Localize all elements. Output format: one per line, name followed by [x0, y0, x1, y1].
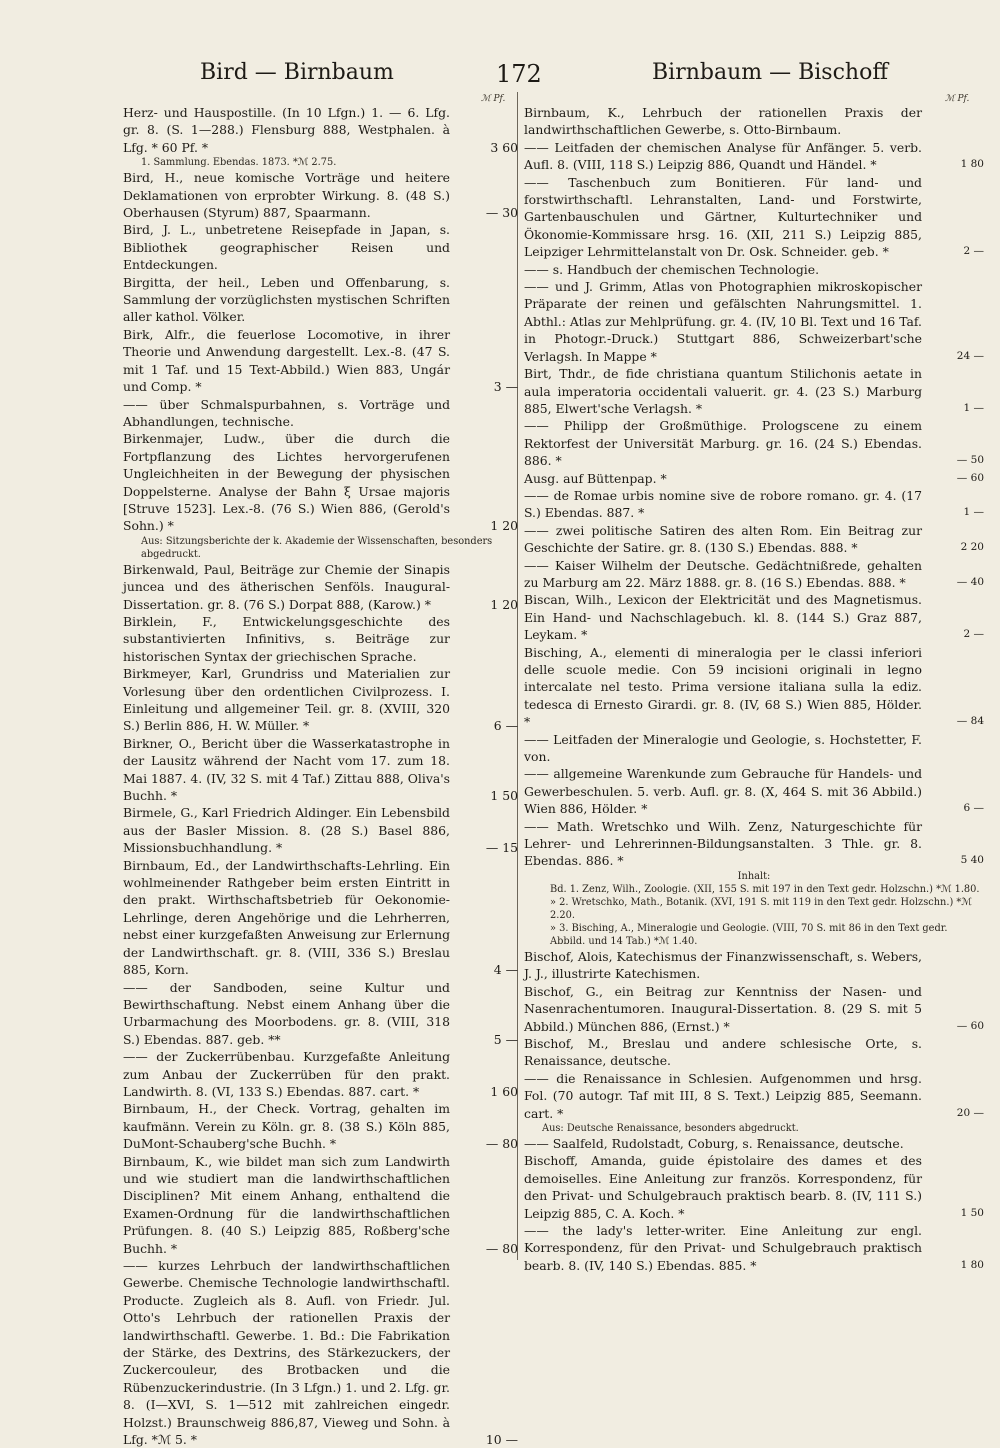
entry-note: Bd. 1. Zenz, Wilh., Zoologie. (XII, 155 S. mit 197 in den Text gedr. Holzschn.) *ℳ 1.80. — [550, 883, 980, 895]
entry-text: Birnbaum, H., der Check. Vortrag, gehalten im kaufmänn. Verein zu Köln. gr. 8. (38 S.) Köln 885, DuMont-Schauberg'sche Buchh. * — [123, 1101, 450, 1152]
entry-text: Birkenwald, Paul, Beiträge zur Chemie der Sinapis juncea und des ätherischen Senföls. Inaugural-Dissertation. gr. 8. (76 S.) Dorpat 888, (Karow.) * — [123, 561, 450, 612]
entry-note: Inhalt: — [737, 870, 771, 882]
bibliography-entry — [123, 326, 518, 396]
entry-price: — 80 — [485, 1240, 518, 1256]
entry-price: 24 — — [956, 349, 984, 362]
entry-price: 4 — — [493, 962, 518, 978]
entry-price: 1 60 — [490, 1083, 518, 1099]
entry-text: Birgitta, der heil., Leben und Offenbarung, s. Sammlung der vorzüglichsten mystischen Schriften aller kathol. Völker. — [123, 274, 450, 325]
bibliography-entry — [524, 1135, 984, 1152]
entry-price: 5 40 — [960, 854, 984, 867]
entry-text: —— der Sandboden, seine Kultur und Bewirthschaftung. Nebst einem Anhang über die Urbarmachung des Moorbodens. gr. 8. (VIII, 318 S.) Ebendas. 887. geb. ** — [123, 979, 450, 1047]
entry-text: —— de Romae urbis nomine sive de robore romano. gr. 4. (17 S.) Ebendas. 887. * — [524, 487, 922, 521]
entry-text: Herz- und Hauspostille. (In 10 Lfgn.) 1. — 6. Lfg. gr. 8. (S. 1—288.) Flensburg 888, Westphalen. à Lfg. * 60 Pf. * — [123, 105, 450, 155]
entry-price: 20 — — [956, 1106, 984, 1119]
entry-price: — 60 — [956, 1019, 984, 1032]
entry-text: —— Kaiser Wilhelm der Deutsche. Gedächtnißrede, gehalten zu Marburg am 22. März 1888. gr. 8. (16 S.) Ebendas. 888. * — [524, 557, 922, 590]
bibliography-entry — [123, 1048, 518, 1100]
bibliography-entry — [524, 1222, 984, 1274]
entry-note: Aus: Sitzungsberichte der k. Akademie der Wissenschaften, besonders abgedruckt. — [141, 535, 493, 560]
entry-text: —— kurzes Lehrbuch der landwirthschaftlichen Gewerbe. Chemische Technologie landwirthschaftl. Producte. Zugleich als 8. Aufl. von Friedr. Jul. Otto's Lehrbuch der rationellen Praxis der landwirthschaftl. Gewerbe. 1. Bd.: Die Fabrikation der Stärke, des Dextrins, des Stärkezuckers, der Zuckercouleur, des Brotbacken und die Rübenzuckerindustrie. (In 3 Lfgn.) 1. und 2. Lfg. gr. 8. (I—XVI, S. 1—512 mit zahlreichen eingedr. Holzst.) Braunschweig 886,87, Vieweg und Sohn. à Lfg. *ℳ 5. * — [123, 1258, 450, 1448]
entry-text: —— the lady's letter-writer. Eine Anleitung zur engl. Korrespondenz, für den Privat- und Schulgebrauch praktisch bearb. 8. (IV, 140 S.) Ebendas. 885. * — [524, 1222, 922, 1273]
entry-price: 3 60 — [490, 139, 518, 155]
entry-text: Birkmeyer, Karl, Grundriss und Materialien zur Vorlesung über den ordentlichen Civilprozess. I. Einleitung und allgemeiner Teil. gr. 8. (XVIII, 320 S.) Berlin 886, H. W. Müller. * — [123, 666, 450, 734]
bibliography-entry — [123, 979, 518, 1049]
entry-price: — 15 — [485, 840, 518, 856]
bibliography-entry — [123, 665, 518, 735]
entry-text: —— Saalfeld, Rudolstadt, Coburg, s. Renaissance, deutsche. — [524, 1135, 904, 1151]
entry-price: — 84 — [956, 715, 984, 728]
entry-price: 5 — — [493, 1031, 518, 1047]
entry-text: Bischoff, Amanda, guide épistolaire des dames et des demoiselles. Eine Anleitung zur französ. Korrespondenz, für den Privat- und Schulgebrauch praktisch bearb. 8. (IV, 111 S.) Leipzig 885, C. A. Koch. * — [524, 1153, 922, 1221]
bibliography-entry — [524, 470, 984, 487]
bibliography-entry — [524, 983, 984, 1035]
entry-text: Bischof, G., ein Beitrag zur Kenntniss der Nasen- und Nasenrachentumoren. Inaugural-Dissertation. 8. (29 S. mit 5 Abbild.) München 886, (Ernst.) * — [524, 983, 922, 1034]
currency-units-right: ℳ Pf. — [945, 94, 970, 104]
entry-price: 1 20 — [490, 518, 518, 534]
bibliography-entry — [123, 274, 518, 326]
entry-text: —— der Zuckerrübenbau. Kurzgefaßte Anleitung zum Anbau der Zuckerrüben für den prakt. Landwirth. 8. (VI, 133 S.) Ebendas. 887. cart. * — [123, 1049, 450, 1099]
entry-text: —— s. Handbuch der chemischen Technologie. — [524, 261, 820, 277]
bibliography-entry — [524, 731, 984, 766]
entry-note: » 2. Wretschko, Math., Botanik. (XVI, 191 S. mit 119 in den Text gedr. Holzschn.) *ℳ 2.20. — [550, 896, 972, 921]
entry-price: — 50 — [956, 454, 984, 467]
entry-text: Ausg. auf Büttenpap. * — [524, 470, 667, 486]
entry-text: Birnbaum, K., Lehrbuch der rationellen Praxis der landwirthschaftlichen Gewerbe, s. Otto-Birnbaum. — [524, 105, 922, 138]
entry-price: 3 — — [493, 379, 518, 395]
bibliography-entry — [524, 1152, 984, 1222]
entry-price: — 60 — [956, 471, 984, 484]
entry-text: —— Math. Wretschko und Wilh. Zenz, Naturgeschichte für Lehrer- und Lehrerinnen-Bildungsanstalten. 3 Thle. gr. 8. Ebendas. 886. * — [524, 818, 922, 869]
entry-price: 6 — — [963, 802, 984, 815]
entry-text: —— Taschenbuch zum Bonitieren. Für land- und forstwirthschaftl. Lehranstalten, Land- und Forstwirte, Gartenbauschulen und Gärtner, Kulturtechniker und Ökonomie-Kommissare hrsg. 16. (XII, 211 S.) Leipzig 885, Leipziger Lehrmittelanstalt von Dr. Osk. Schneider. geb. * — [524, 174, 922, 260]
bibliography-entry — [524, 557, 984, 592]
header-right: Birnbaum — Bischoff — [652, 60, 888, 85]
entry-price: 1 — — [963, 401, 984, 414]
entry-text: Birkner, O., Bericht über die Wasserkatastrophe in der Lausitz während der Nacht vom 17. zum 18. Mai 1887. 4. (IV, 32 S. mit 4 Taf.) Zittau 888, Oliva's Buchh. * — [123, 735, 450, 804]
bibliography-entry — [524, 644, 984, 731]
entry-price: 1 20 — [490, 596, 518, 612]
header-left: Bird — Birnbaum — [200, 60, 394, 85]
entry-text: Bird, H., neue komische Vorträge und heitere Deklamationen von erprobter Wirkung. 8. (48 S.) Oberhausen (Styrum) 887, Spaarmann. — [123, 170, 450, 221]
entry-text: —— Leitfaden der chemischen Analyse für Anfänger. 5. verb. Aufl. 8. (VIII, 118 S.) Leipzig 886, Quandt und Händel. * — [524, 139, 922, 173]
entry-price: 2 — — [963, 628, 984, 641]
bibliography-entry — [524, 1035, 984, 1070]
entry-text: —— über Schmalspurbahnen, s. Vorträge und Abhandlungen, technische. — [123, 396, 450, 429]
bibliography-entry — [524, 104, 984, 139]
bibliography-entry — [123, 169, 518, 221]
entry-text: Birnbaum, K., wie bildet man sich zum Landwirth und wie studiert man die landwirthschaftlichen Disciplinen? Mit einem Anhang, enthaltend die Examen-Ordnung für die landwirthschaftlichen Prüfungen. 8. (40 S.) Leipzig 885, Roßberg'sche Buchh. * — [123, 1153, 450, 1256]
bibliography-entry — [123, 804, 518, 856]
entry-text: Bird, J. L., unbetretene Reisepfade in Japan, s. Bibliothek geographischer Reisen und Entdeckungen. — [123, 222, 450, 273]
entry-price: 1 50 — [490, 788, 518, 804]
bibliography-entry — [524, 139, 984, 174]
bibliography-entry — [123, 857, 518, 979]
bibliography-entry — [123, 221, 518, 273]
currency-units-left: ℳ Pf. — [481, 94, 506, 104]
entry-text: Birk, Alfr., die feuerlose Locomotive, in ihrer Theorie und Anwendung dargestellt. Lex.-8. (47 S. mit 1 Taf. und 15 Text-Abbild.) Wien 883, Ungár und Comp. * — [123, 326, 450, 395]
entry-text: —— zwei politische Satiren des alten Rom. Ein Beitrag zur Geschichte der Satire. gr. 8. (130 S.) Ebendas. 888. * — [524, 522, 922, 556]
bibliography-entry — [524, 365, 984, 417]
entry-price: — 80 — [485, 1136, 518, 1152]
entry-text: —— allgemeine Warenkunde zum Gebrauche für Handels- und Gewerbeschulen. 5. verb. Aufl. gr. 8. (X, 464 S. mit 36 Abbild.) Wien 886, Hölder. * — [524, 766, 922, 817]
entry-text: Birnbaum, Ed., der Landwirthschafts-Lehrling. Ein wohlmeinender Rathgeber beim ersten Eintritt in den prakt. Wirthschaftsbetrieb für Oekonomie-Lehrlinge, deren Angehörige und die Lehrherren, nebst einer kurzgefaßten Anweisung zur Erlernung der Landwirthschaft. gr. 8. (VIII, 336 S.) Breslau 885, Korn. — [123, 857, 450, 978]
entry-text: Bisching, A., elementi di mineralogia per le classi inferiori delle scuole medie. Con 59 incisioni originali in legno intercalate nel testo. Prima versione italiana sulla la ediz. tedesca di Ernesto Girardi. gr. 8. (IV, 68 S.) Wien 885, Hölder. * — [524, 644, 922, 730]
bibliography-entry — [524, 765, 984, 817]
bibliography-entry — [123, 561, 518, 613]
right-column — [524, 104, 984, 1273]
bibliography-entry — [123, 1100, 518, 1152]
page-number: 172 — [496, 60, 542, 88]
bibliography-entry — [524, 261, 984, 278]
entry-note: » 3. Bisching, A., Mineralogie und Geologie. (VIII, 70 S. mit 86 in den Text gedr. Abbild. und 14 Tab.) *ℳ 1.40. — [550, 922, 948, 947]
entry-note: 1. Sammlung. Ebendas. 1873. *ℳ 2.75. — [141, 157, 337, 169]
bibliography-entry — [524, 818, 984, 870]
bibliography-entry — [123, 430, 518, 534]
entry-text: —— und J. Grimm, Atlas von Photographien mikroskopischer Präparate der reinen und gefälschten Nahrungsmittel. 1. Abthl.: Atlas zur Mehlprüfung. gr. 4. (IV, 10 Bl. Text und 16 Taf. in Photogr.-Druck.) Stuttgart 886, Schweizerbart'sche Verlagsh. In Mappe * — [524, 279, 922, 364]
entry-price: 2 — — [963, 245, 984, 258]
entry-note: Aus: Deutsche Renaissance, besonders abgedruckt. — [542, 1122, 799, 1134]
bibliography-entry — [524, 487, 984, 522]
bibliography-entry — [123, 396, 518, 431]
running-header — [0, 60, 1000, 96]
entry-price: 1 80 — [960, 158, 984, 171]
bibliography-entry — [123, 613, 518, 665]
bibliography-entry — [123, 1257, 518, 1448]
entry-price: — 30 — [485, 205, 518, 221]
bibliography-entry — [524, 522, 984, 557]
bibliography-entry — [524, 278, 984, 365]
entry-text: Birmele, G., Karl Friedrich Aldinger. Ein Lebensbild aus der Basler Mission. 8. (28 S.) Basel 886, Missionsbuchhandlung. * — [123, 805, 450, 856]
entry-text: —— Leitfaden der Mineralogie und Geologie, s. Hochstetter, F. von. — [524, 731, 922, 765]
bibliography-entry — [123, 735, 518, 805]
entry-text: —— die Renaissance in Schlesien. Aufgenommen und hrsg. Fol. (70 autogr. Taf mit III, 8 S. Text.) Leipzig 885, Seemann. cart. * — [524, 1070, 922, 1121]
entry-text: Bischof, M., Breslau und andere schlesische Orte, s. Renaissance, deutsche. — [524, 1035, 922, 1069]
entry-price: — 40 — [956, 575, 984, 588]
left-column — [123, 104, 518, 1448]
bibliography-entry — [123, 1153, 518, 1257]
entry-price: 1 50 — [960, 1206, 984, 1219]
bibliography-entry — [524, 591, 984, 643]
bibliography-entry — [123, 104, 518, 156]
entry-text: Bischof, Alois, Katechismus der Finanzwissenschaft, s. Webers, J. J., illustrirte Katechismen. — [524, 948, 922, 982]
entry-text: Birkenmajer, Ludw., über die durch die Fortpflanzung des Lichtes hervorgerufenen Ungleichheiten in der Bewegung der physischen Doppelsterne. Analyse der Bahn ξ Ursae majoris [Struve 1523]. Lex.-8. (76 S.) Wien 886, (Gerold's Sohn.) * — [123, 431, 450, 534]
bibliography-entry — [524, 1070, 984, 1122]
bibliography-entry — [524, 948, 984, 983]
entry-price: 10 — — [485, 1432, 518, 1448]
entry-text: Birt, Thdr., de fide christiana quantum Stilichonis aetate in aula imperatoria occidentali valuerit. gr. 4. (23 S.) Marburg 885, Elwert'sche Verlagsh. * — [524, 366, 922, 416]
entry-text: Birklein, F., Entwickelungsgeschichte des substantivierten Infinitivs, s. Beiträge zur historischen Syntax der griechischen Sprache. — [123, 613, 450, 664]
entry-text: Biscan, Wilh., Lexicon der Elektricität und des Magnetismus. Ein Hand- und Nachschlagebuch. kl. 8. (144 S.) Graz 887, Leykam. * — [524, 592, 922, 643]
bibliography-entry — [524, 174, 984, 261]
entry-text: —— Philipp der Großmüthige. Prologscene zu einem Rektorfest der Universität Marburg. gr. 16. (24 S.) Ebendas. 886. * — [524, 418, 922, 469]
entry-price: 1 — — [963, 506, 984, 519]
bibliography-entry — [524, 417, 984, 469]
entry-price: 6 — — [493, 718, 518, 734]
entry-price: 1 80 — [960, 1258, 984, 1271]
entry-price: 2 20 — [960, 541, 984, 554]
